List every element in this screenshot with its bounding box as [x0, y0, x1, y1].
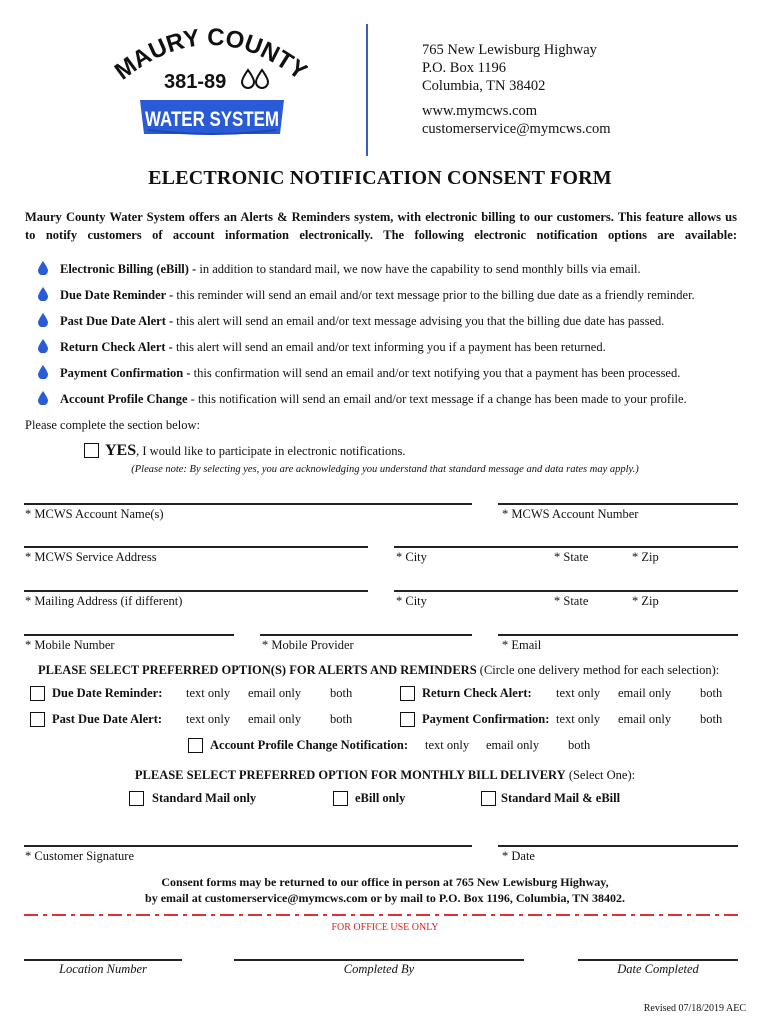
date-completed-label: Date Completed — [617, 962, 699, 976]
alerts-heading-bold: PLEASE SELECT PREFERRED OPTION(S) FOR ALERTS AND REMINDERS — [38, 663, 477, 677]
complete-section-label: Please complete the section below: — [25, 418, 200, 432]
mobile-provider-label: * Mobile Provider — [262, 638, 354, 652]
date-line[interactable] — [498, 845, 738, 847]
profile-change-text-only[interactable]: text only — [425, 738, 470, 752]
bullet-label: Return Check Alert - — [60, 340, 173, 354]
profile-change-email-only[interactable]: email only — [486, 738, 540, 752]
yes-label: YES — [105, 442, 137, 459]
service-state-label: * State — [554, 550, 589, 564]
return-check-checkbox[interactable] — [400, 686, 415, 701]
bullet-profile-change — [38, 391, 687, 407]
completed-by-label: Completed By — [343, 962, 415, 976]
bullet-past-due — [38, 313, 664, 329]
address-line-3: Columbia, TN 38402 — [422, 78, 546, 94]
maury-county-water-system-logo — [112, 20, 308, 150]
bullet-ebill — [38, 261, 641, 277]
bullet-text: this alert will send an email and/or text message advising you that the billing due date has passed. — [173, 314, 665, 328]
standard-and-ebill-checkbox[interactable] — [481, 791, 496, 806]
service-zip-label: * Zip — [632, 550, 659, 564]
alerts-heading-note: (Circle one delivery method for each selection): — [476, 663, 720, 677]
logo-phone: 381-89 — [164, 71, 227, 93]
water-drop-bullet-icon — [38, 339, 48, 353]
profile-change-label: Account Profile Change Notification: — [210, 738, 409, 752]
office-use-label: FOR OFFICE USE ONLY — [331, 922, 439, 933]
due-date-both[interactable]: both — [330, 686, 353, 700]
email-link[interactable]: customerservice@mymcws.com — [422, 121, 611, 137]
mailing-address-line[interactable] — [24, 590, 368, 592]
return-check-text-only[interactable]: text only — [556, 686, 601, 700]
bullet-label: Account Profile Change — [60, 392, 191, 406]
office-use-divider — [24, 914, 738, 916]
bullet-text: this reminder will send an email and/or text message prior to the billing due date as a friendly reminder. — [173, 288, 695, 302]
account-number-label: * MCWS Account Number — [502, 507, 639, 521]
water-drop-bullet-icon — [38, 287, 48, 301]
bullet-due-date — [38, 287, 695, 303]
yes-consent-row — [84, 442, 406, 460]
bill-heading-bold: PLEASE SELECT PREFERRED OPTION FOR MONTHLY BILL DELIVERY — [134, 768, 566, 782]
standard-and-ebill-label: Standard Mail & eBill — [501, 791, 621, 805]
profile-change-both[interactable]: both — [568, 738, 591, 752]
account-number-line[interactable] — [498, 503, 738, 505]
water-drop-bullet-icon — [38, 391, 48, 405]
rates-note: (Please note: By selecting yes, you are acknowledging you understand that standard message and data rates may apply.) — [131, 464, 639, 475]
payment-confirmation-email-only[interactable]: email only — [618, 712, 672, 726]
intro-paragraph — [25, 208, 737, 244]
past-due-email-only[interactable]: email only — [248, 712, 302, 726]
service-city-state-zip-line[interactable] — [394, 546, 738, 548]
mailing-city-label: * City — [396, 594, 427, 608]
mobile-provider-line[interactable] — [260, 634, 472, 636]
return-check-label: Return Check Alert: — [422, 686, 532, 700]
completed-by-line[interactable] — [234, 959, 524, 961]
address-line-1: 765 New Lewisburg Highway — [422, 42, 597, 58]
logo-arc-text: MAURY COUNT — [112, 23, 298, 86]
location-number-label: Location Number — [59, 962, 147, 976]
mailing-zip-label: * Zip — [632, 594, 659, 608]
bullet-text: in addition to standard mail, we now have the capability to send monthly bills via email. — [196, 262, 641, 276]
yes-checkbox[interactable] — [84, 443, 99, 458]
bullet-label: Past Due Date Alert - — [60, 314, 174, 328]
yes-text: , I would like to participate in electronic notifications. — [136, 444, 406, 458]
due-date-label: Due Date Reminder: — [52, 686, 163, 700]
due-date-text-only[interactable]: text only — [186, 686, 231, 700]
past-due-checkbox[interactable] — [30, 712, 45, 727]
water-drop-bullet-icon — [38, 365, 48, 379]
standard-mail-label: Standard Mail only — [152, 791, 257, 805]
bill-heading-note: (Select One): — [565, 768, 636, 782]
due-date-email-only[interactable]: email only — [248, 686, 302, 700]
intro-line-1: Maury County Water System offers an Alerts & Reminders system, with electronic billing to our customers. This feature allows us — [25, 210, 737, 224]
intro-line-2: to notify customers of account information electronically. The following electronic notification options are available: — [25, 228, 737, 242]
account-names-line[interactable] — [24, 503, 472, 505]
bullet-text: this alert will send an email and/or text informing you if a payment has been returned. — [172, 340, 606, 354]
bullet-return-check — [38, 339, 606, 355]
header-divider — [366, 24, 368, 156]
past-due-text-only[interactable]: text only — [186, 712, 231, 726]
bullet-text: - this notification will send an email and/or text message if a change has been made to your profile. — [190, 392, 687, 406]
bullet-label: Electronic Billing (eBill) - — [60, 262, 197, 276]
profile-change-checkbox[interactable] — [188, 738, 203, 753]
ebill-only-checkbox[interactable] — [333, 791, 348, 806]
bullet-payment-confirmation — [38, 365, 680, 381]
contact-block — [422, 102, 611, 138]
due-date-checkbox[interactable] — [30, 686, 45, 701]
mobile-number-line[interactable] — [24, 634, 234, 636]
account-names-label: * MCWS Account Name(s) — [25, 507, 164, 521]
return-note-line-1: Consent forms may be returned to our office in person at 765 New Lewisburg Highway, — [161, 875, 609, 889]
mailing-state-label: * State — [554, 594, 589, 608]
email-label: * Email — [502, 638, 542, 652]
form-title: ELECTRONIC NOTIFICATION CONSENT FORM — [148, 167, 612, 189]
standard-mail-checkbox[interactable] — [129, 791, 144, 806]
payment-confirmation-checkbox[interactable] — [400, 712, 415, 727]
payment-confirmation-text-only[interactable]: text only — [556, 712, 601, 726]
date-label: * Date — [502, 849, 535, 863]
mailing-address-label: * Mailing Address (if different) — [25, 594, 183, 608]
location-number-line[interactable] — [24, 959, 182, 961]
mailing-address-block — [422, 41, 597, 95]
payment-confirmation-both[interactable]: both — [700, 712, 723, 726]
bullet-label: Payment Confirmation - — [60, 366, 191, 380]
water-drop-bullet-icon — [38, 313, 48, 327]
customer-signature-label: * Customer Signature — [25, 849, 135, 863]
water-drop-icon-2 — [256, 70, 268, 88]
bullet-text: this confirmation will send an email and/or text notifying you that a payment has been processed. — [190, 366, 681, 380]
service-address-label: * MCWS Service Address — [25, 550, 157, 564]
service-address-line[interactable] — [24, 546, 368, 548]
return-check-both[interactable]: both — [700, 686, 723, 700]
mobile-number-label: * Mobile Number — [25, 638, 115, 652]
payment-confirmation-label: Payment Confirmation: — [422, 712, 550, 726]
past-due-both[interactable]: both — [330, 712, 353, 726]
alerts-heading — [38, 663, 719, 678]
return-check-email-only[interactable]: email only — [618, 686, 672, 700]
email-line[interactable] — [498, 634, 738, 636]
date-completed-line[interactable] — [578, 959, 738, 961]
bullet-label: Due Date Reminder - — [60, 288, 174, 302]
ebill-only-label: eBill only — [355, 791, 406, 805]
water-drop-bullet-icon — [38, 261, 48, 275]
customer-signature-line[interactable] — [24, 845, 472, 847]
water-drop-icon — [242, 70, 254, 88]
address-line-2: P.O. Box 1196 — [422, 60, 507, 76]
return-note-line-2: by email at customerservice@mymcws.com or by mail to P.O. Box 1196, Columbia, TN 38402. — [145, 891, 625, 905]
service-city-label: * City — [396, 550, 427, 564]
website-link[interactable]: www.mymcws.com — [422, 103, 538, 119]
bill-delivery-heading — [0, 768, 770, 783]
revision-note: Revised 07/18/2019 AEC — [643, 1003, 746, 1014]
mailing-city-state-zip-line[interactable] — [394, 590, 738, 592]
past-due-label: Past Due Date Alert: — [52, 712, 163, 726]
logo-name: WATER SYSTEM — [145, 108, 279, 131]
